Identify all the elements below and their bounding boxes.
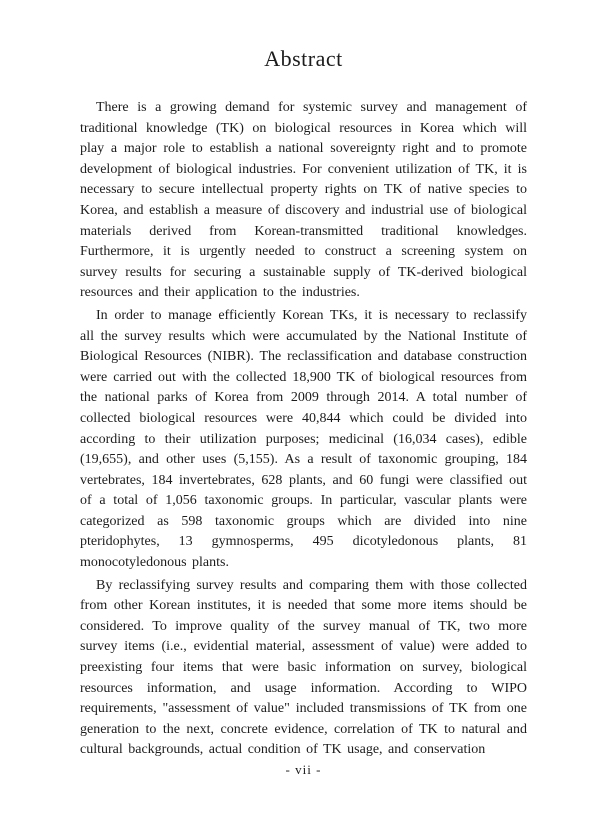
page-number: - vii -	[285, 762, 322, 777]
page-title: Abstract	[264, 46, 343, 71]
abstract-paragraph-1: There is a growing demand for systemic survey and management of traditional knowledge (TK) on biological resources in Korea which will play a major role to establish a national sovereignty right and to promote development of biological industries. For convenient utilization of TK, it is necessary to secure intellectual property rights on TK of native species to Korea, and establish a measure of discovery and industrial use of biological materials derived from Korean-transmitted traditional knowledges. Furthermore, it is urgently needed to construct a screening system on survey results for securing a sustainable supply of TK-derived biological resources and their application to the industries.	[80, 100, 527, 301]
abstract-body	[80, 98, 527, 761]
abstract-paragraph-2: In order to manage efficiently Korean TKs, it is necessary to reclassify all the survey results which were accumulated by the National Institute of Biological Resources (NIBR). The reclassification and database construction were carried out with the collected 18,900 TK of biological resources from the national parks of Korea from 2009 through 2014. A total number of collected biological resources were 40,844 which could be divided into according to their utilization purposes; medicinal (16,034 cases), edible (19,655), and other uses (5,155). As a result of taxonomic grouping, 184 vertebrates, 184 invertebrates, 628 plants, and 60 fungi were classified out of a total of 1,056 taxonomic groups. In particular, vascular plants were categorized as 598 taxonomic groups which are divided into nine pteridophytes, 13 gymnosperms, 495 dicotyledonous plants, 81 monocotyledonous plants.	[80, 307, 527, 571]
abstract-paragraph-3: By reclassifying survey results and comparing them with those collected from other Korean institutes, it is needed that some more items should be considered. To improve quality of the survey manual of TK, two more survey items (i.e., evidential material, assessment of value) were added to preexisting four items that were basic information on survey, biological resources information, and usage information. According to WIPO requirements, "assessment of value" included transmissions of TK from one generation to the next, concrete evidence, correlation of TK to natural and cultural backgrounds, actual condition of TK usage, and conservation	[80, 577, 527, 758]
